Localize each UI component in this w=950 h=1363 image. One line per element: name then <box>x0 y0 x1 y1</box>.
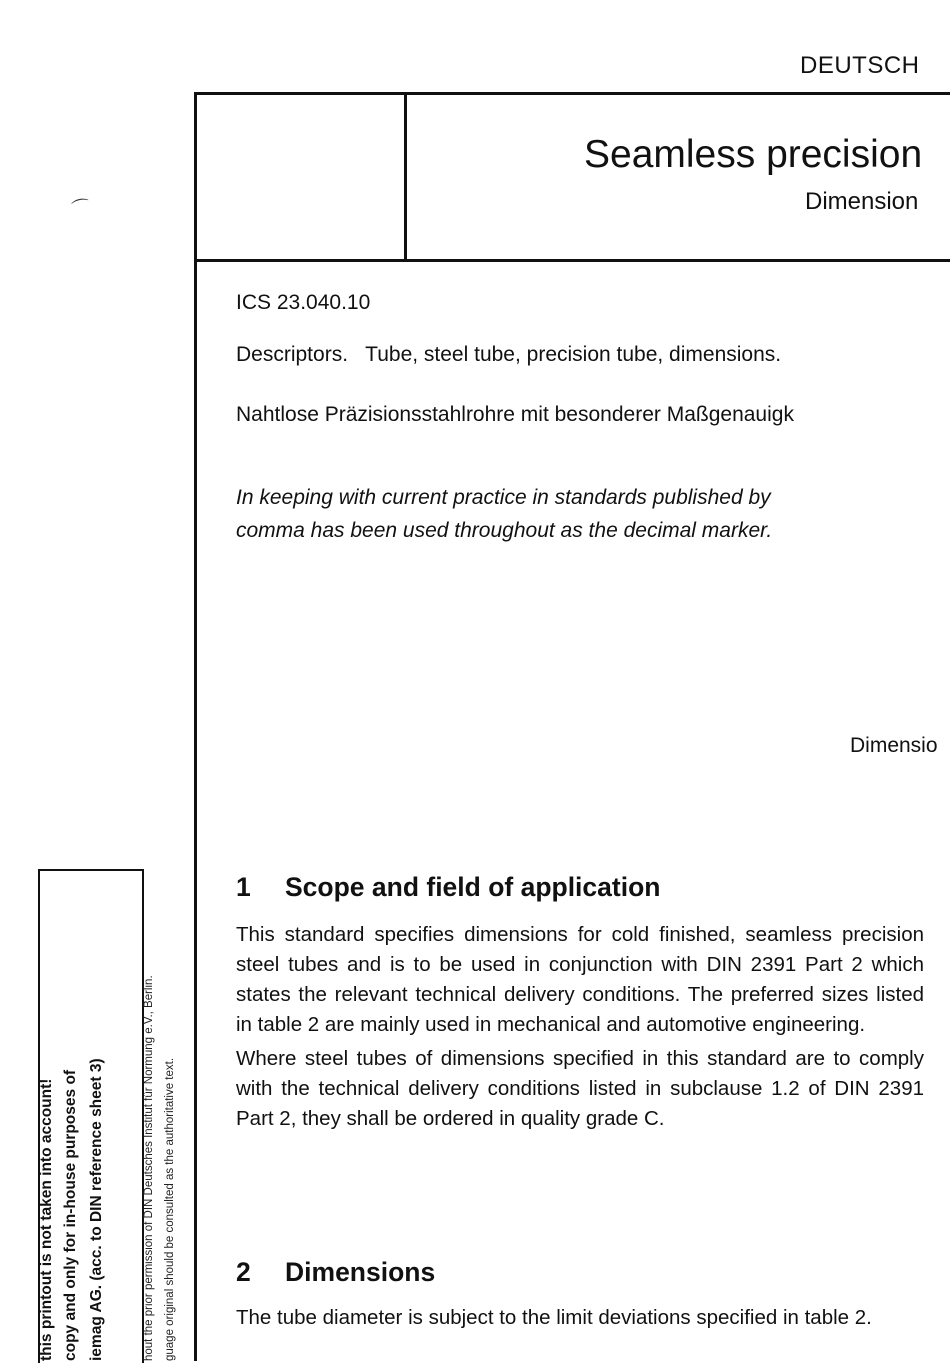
descriptors-value: Tube, steel tube, precision tube, dimensions. <box>365 343 782 366</box>
header-left-border <box>194 92 197 262</box>
header-top-rule <box>196 92 950 95</box>
section-1-body <box>236 920 924 1134</box>
section-2-body <box>236 1303 924 1333</box>
margin-mark: ⌒ <box>70 196 93 220</box>
usage-notice-line-3: iemag AG. (acc. to DIN reference sheet 3) <box>88 1058 105 1361</box>
descriptors-label: Descriptors. <box>236 343 349 366</box>
section-2-heading <box>236 1257 435 1288</box>
copyright-line-2: guage original should be consulted as the authoritative text. <box>164 1057 176 1361</box>
header-bottom-rule <box>196 259 950 262</box>
section-1-number: 1 <box>236 872 251 902</box>
header-divider <box>404 92 407 262</box>
usage-notice-line-2: copy and only for in-house purposes of <box>62 1069 79 1361</box>
descriptors-line <box>236 343 781 367</box>
section-1-title: Scope and field of application <box>285 872 661 902</box>
decimal-note-line-2: comma has been used throughout as the decimal marker. <box>236 519 773 542</box>
section-2-number: 2 <box>236 1257 251 1287</box>
section-2-paragraph-1: The tube diameter is subject to the limit deviations specified in table 2. <box>236 1306 872 1329</box>
cropped-dimensions-text: Dimensio <box>850 734 938 757</box>
decimal-note-line-1: In keeping with current practice in standards published by <box>236 486 771 509</box>
usage-notice-line-1: this printout is not taken into account! <box>38 1078 55 1361</box>
page-left-margin-rule <box>194 262 197 1361</box>
section-1-paragraph-1: This standard specifies dimensions for cold finished, seamless precision steel tubes and is to be used in conjunction with DIN 2391 Part 2 which states the relevant technical delivery conditions. The preferred sizes listed in table 2 are mainly used in mechanical and automotive engineering. <box>236 923 924 1036</box>
copyright-line-1: hout the prior permission of DIN Deutsches Institut für Normung e.V., Berlin. <box>143 975 155 1361</box>
section-1-heading <box>236 872 660 903</box>
section-1-paragraph-2: Where steel tubes of dimensions specified in this standard are to comply with the technical delivery conditions listed in subclause 1.2 of DIN 2391 Part 2, they shall be ordered in quality grade C. <box>236 1047 924 1130</box>
document-title: Seamless precision <box>584 133 923 176</box>
ics-code: ICS 23.040.10 <box>236 291 371 314</box>
german-title: Nahtlose Präzisionsstahlrohre mit besonderer Maßgenauigk <box>236 403 794 426</box>
language-label: DEUTSCH <box>800 52 920 79</box>
document-subtitle: Dimension <box>805 188 919 215</box>
section-2-title: Dimensions <box>285 1257 436 1287</box>
